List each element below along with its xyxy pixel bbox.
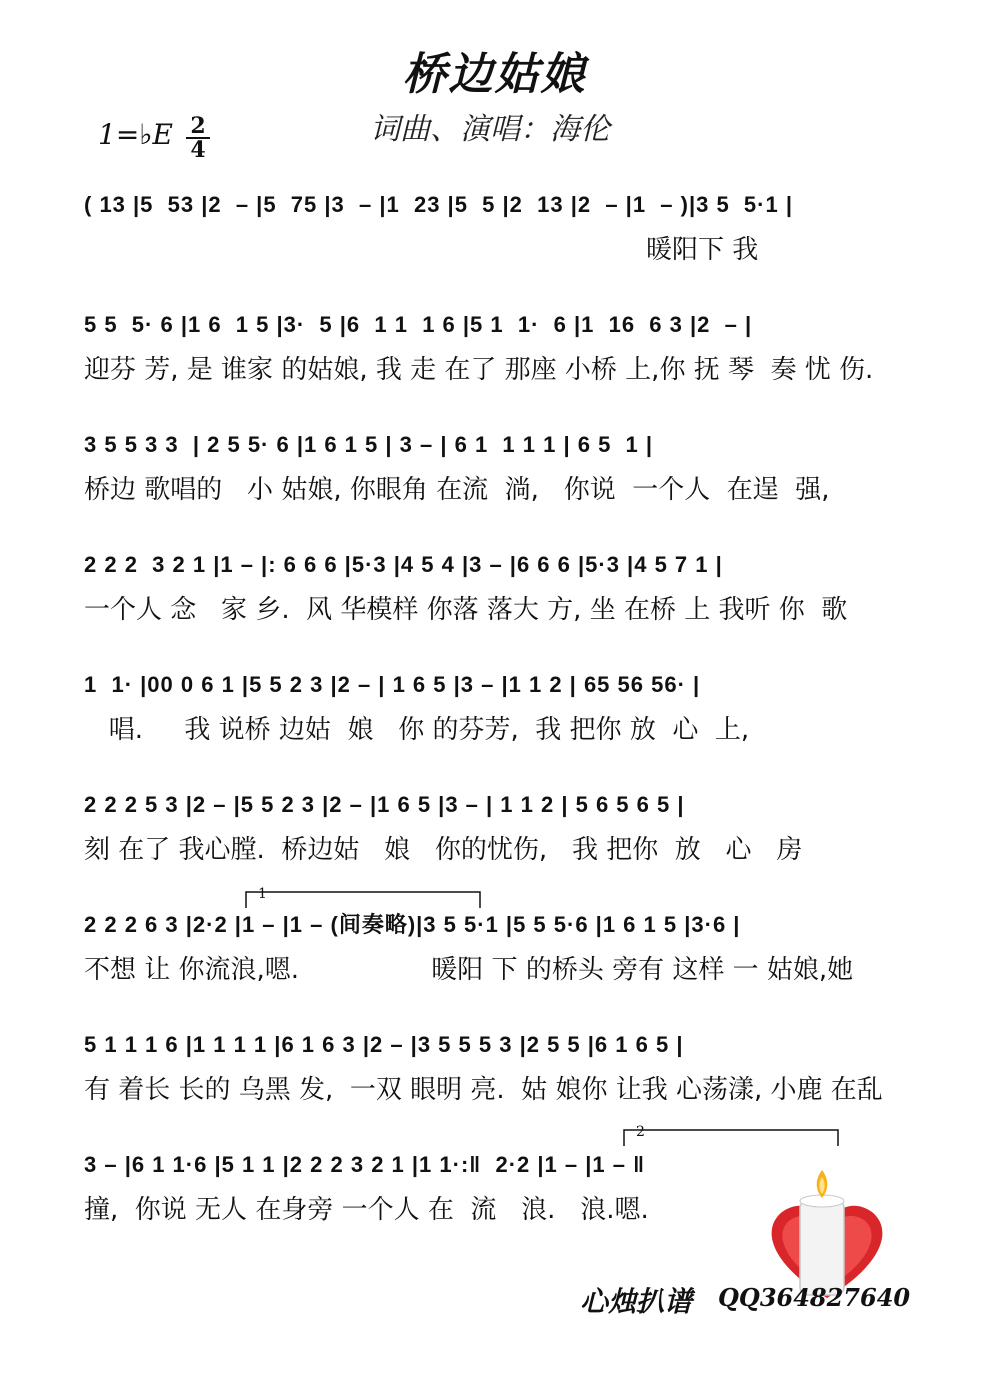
key-signature: 1=♭E	[98, 118, 173, 151]
lyrics-line: 有 着长 长的 乌黑 发, 一双 眼明 亮. 姑 娘你 让我 心荡漾, 小鹿 在乱	[84, 1075, 883, 1105]
lyrics-line: 暖阳下 我	[84, 235, 759, 265]
lyrics-line: 不想 让 你流浪,嗯. 暖阳 下 的桥头 旁有 这样 一 姑娘,她	[84, 955, 854, 985]
qq-contact: QQ364827640	[718, 1283, 911, 1312]
time-signature	[186, 115, 210, 161]
notation-line: 1 1· |00 0 6 1 |5 5 2 3 |2 – | 1 6 5 |3 – |1 1 2 | 65 56 56· |	[84, 672, 701, 697]
notation-line: 2 2 2 3 2 1 |1 – |: 6 6 6 |5·3 |4 5 4 |3 – |6 6 6 |5·3 |4 5 7 1 |	[84, 552, 723, 577]
lyrics-line: 唱. 我 说桥 边姑 娘 你 的芬芳, 我 把你 放 心 上,	[84, 715, 750, 745]
notation-line: 3 5 5 3 3 | 2 5 5· 6 |1 6 1 5 | 3 – | 6 1 1 1 1 | 6 5 1 |	[84, 432, 654, 457]
score-system	[84, 540, 914, 630]
score-system	[84, 900, 914, 990]
notation-line: 5 5 5· 6 |1 6 1 5 |3· 5 |6 1 1 1 6 |5 1 1· 6 |1 16 6 3 |2 – |	[84, 312, 753, 337]
notation-line: 5 1 1 1 6 |1 1 1 1 |6 1 6 3 |2 – |3 5 5 5 3 |2 5 5 |6 1 6 5 |	[84, 1032, 684, 1057]
lyrics-line: 桥边 歌唱的 小 姑娘, 你眼角 在流 淌, 你说 一个人 在逞 强,	[84, 475, 830, 505]
notation-line: 3 – |6 1 1·6 |5 1 1 |2 2 2 3 2 1 |1 1·:‖ 2·2 |1 – |1 – ‖	[84, 1152, 646, 1177]
score-system	[84, 180, 914, 270]
lyrics-line: 一个人 念 家 乡. 风 华模样 你落 落大 方, 坐 在桥 上 我听 你 歌	[84, 595, 848, 625]
lyrics-line: 撞, 你说 无人 在身旁 一个人 在 流 浪. 浪.嗯.	[84, 1195, 649, 1225]
volta-1-label: 1	[258, 886, 267, 902]
score-system	[84, 1020, 914, 1110]
lyrics-line: 迎芬 芳, 是 谁家 的姑娘, 我 走 在了 那座 小桥 上,你 抚 琴 奏 忧 伤.	[84, 355, 874, 385]
score-system	[84, 660, 914, 750]
time-signature-top: 2	[186, 115, 210, 139]
score-system	[84, 780, 914, 870]
time-signature-bottom: 4	[190, 137, 206, 163]
notation-line: 2 2 2 6 3 |2·2 |1 – |1 – (间奏略)|3 5 5·1 |5 5 5·6 |1 6 1 5 |3·6 |	[84, 912, 741, 937]
volta-2-label: 2	[636, 1124, 645, 1140]
song-credits: 词曲、演唱：海伦	[370, 112, 610, 147]
notation-line: 2 2 2 5 3 |2 – |5 5 2 3 |2 – |1 6 5 |3 – | 1 1 2 | 5 6 5 6 5 |	[84, 792, 685, 817]
score-system	[84, 300, 914, 390]
score-system	[84, 420, 914, 510]
song-title: 桥边姑娘	[402, 49, 587, 100]
transcriber-logo: 心烛扒谱	[580, 1285, 693, 1318]
lyrics-line: 刻 在了 我心膛. 桥边姑 娘 你的忧伤, 我 把你 放 心 房	[84, 835, 803, 865]
notation-line: ( 13 |5 53 |2 – |5 75 |3 – |1 23 |5 5 |2 13 |2 – |1 – )|3 5 5·1 |	[84, 192, 793, 217]
